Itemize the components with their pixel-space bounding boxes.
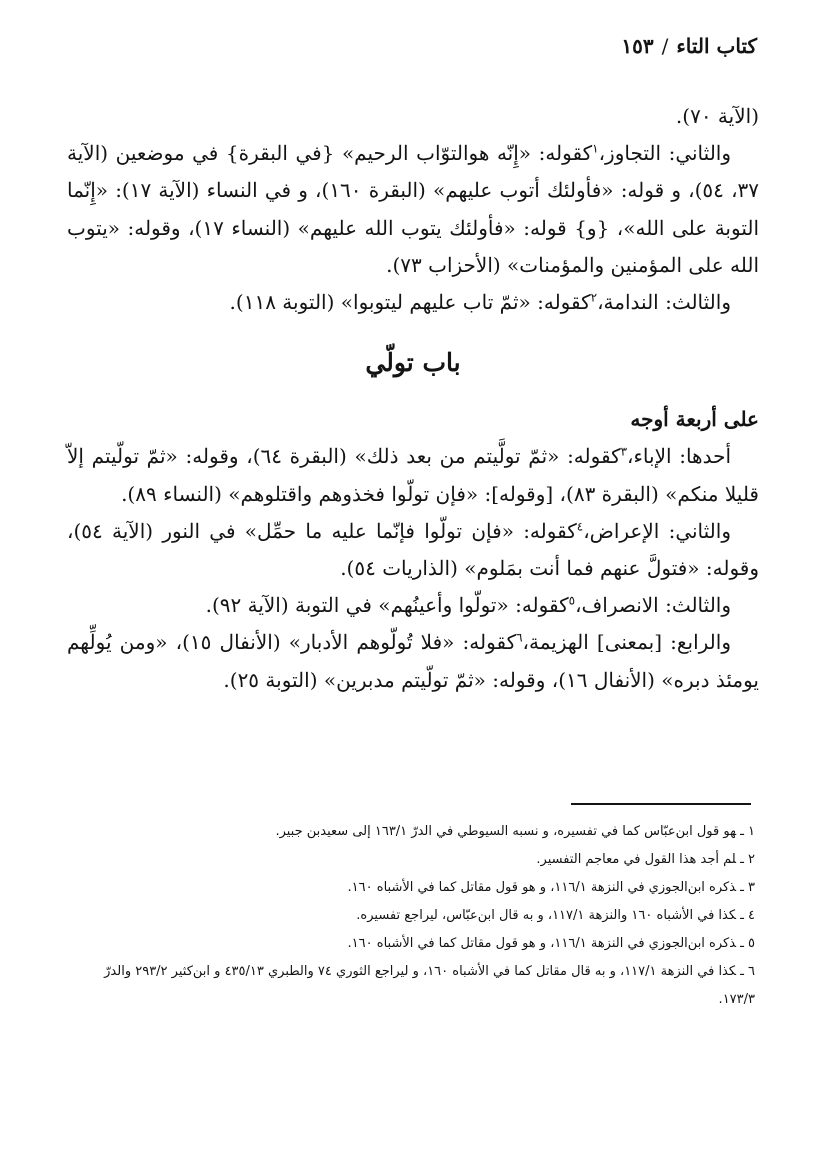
footnote-text: لم أجد هذا القول في معاجم التفسير. bbox=[536, 852, 737, 867]
footnote-ref: ٤ bbox=[576, 519, 584, 534]
entry-body: كقوله: «فلا تُولّوهم الأدبار» (الأنفال ١٥)، «ومن يُولِّهم يومئذ دبره» (الأنفال ١٦)، وقوله: «ثمّ تولّيتم مدبرين» (التوبة ٢٥). bbox=[67, 630, 759, 692]
footnote-divider bbox=[571, 803, 751, 805]
paragraph bbox=[67, 513, 759, 587]
entry-body: كقوله: «ثمّ تاب عليهم ليتوبوا» (التوبة ١١٨). bbox=[229, 290, 591, 315]
paragraph: (الآية ٧٠). bbox=[675, 104, 759, 128]
entry-lead: والثالث: الندامة، bbox=[597, 290, 731, 315]
subheading: على أربعة أوجه bbox=[630, 407, 759, 432]
footnote-ref: ٣ bbox=[620, 444, 628, 459]
main-text bbox=[67, 98, 759, 699]
paragraph bbox=[67, 587, 759, 624]
chapter-title: باب تولّي bbox=[365, 348, 461, 378]
entry-lead: والرابع: [بمعنى] الهزيمة، bbox=[522, 630, 731, 655]
page-number: ١٥٣ bbox=[621, 34, 654, 58]
footnote-ref: ٦ bbox=[516, 630, 523, 645]
footnote-number: ٤ ـ bbox=[740, 908, 755, 923]
footnote bbox=[65, 902, 755, 930]
footnote-number: ٥ ـ bbox=[740, 936, 755, 951]
entry-lead: والثاني: الإعراض، bbox=[583, 518, 731, 543]
paragraph bbox=[67, 624, 759, 698]
book-section-title: كتاب التاء bbox=[676, 34, 757, 58]
entry-lead: والثالث: الانصراف، bbox=[575, 593, 731, 618]
paragraph bbox=[67, 438, 759, 512]
running-header bbox=[621, 34, 757, 58]
entry-body: كقوله: «ثمّ تولَّيتم من بعد ذلك» (البقرة ٦٤)، وقوله: «ثمّ تولّيتم إلاّ قليلا منكم» (البقرة ٨٣)، [وقوله]: «فإن تولّوا فخذوهم واقتلوهم» (النساء ٨٩). bbox=[67, 444, 759, 506]
footnote-ref: ١ bbox=[592, 141, 599, 156]
footnote bbox=[65, 874, 755, 902]
footnote-text: كذا في النزهة ١١٧/١، و به قال مقاتل كما في الأشباه ١٦٠، و ليراجع الثوري ٧٤ والطبري ٤٣٥/١٣ و ابن‌كثير ٢٩٣/٢ والدرّ ١٧٣/٣. bbox=[104, 964, 755, 1007]
footnote-text: هو قول ابن‌عبّاس كما في تفسيره، و نسبه السيوطي في الدرّ ١٦٣/١ إلى سعيدبن جبير. bbox=[275, 824, 737, 839]
footnote-text: ذكره ابن‌الجوزي في النزهة ١١٦/١، و هو قول مقاتل كما في الأشباه ١٦٠. bbox=[347, 936, 737, 951]
entry-lead: والثاني: التجاوز، bbox=[598, 141, 731, 166]
paragraph bbox=[67, 135, 759, 284]
footnote-ref: ٥ bbox=[568, 593, 576, 608]
entry-body: كقوله: «تولّوا وأعينُهم» في التوبة (الآية ٩٢). bbox=[205, 593, 569, 618]
footnote bbox=[65, 846, 755, 874]
footnote bbox=[65, 958, 755, 1014]
paragraph bbox=[67, 284, 759, 321]
footnotes bbox=[65, 818, 755, 1014]
entry-lead: أحدها: الإباء، bbox=[627, 444, 731, 469]
footnote-ref: ٢ bbox=[590, 290, 598, 305]
footnote bbox=[65, 930, 755, 958]
footnote-number: ٢ ـ bbox=[740, 852, 755, 867]
footnote-text: كذا في الأشباه ١٦٠ والنزهة ١١٧/١، و به قال ابن‌عبّاس، ليراجع تفسيره. bbox=[356, 908, 737, 923]
header-separator: / bbox=[661, 34, 669, 58]
footnote-number: ٦ ـ bbox=[740, 964, 755, 979]
entry-body: كقوله: «فإن تولّوا فإنّما عليه ما حمِّل» في النور (الآية ٥٤)، وقوله: «فتولَّ عنهم فما أنت بمَلوم» (الذاريات ٥٤). bbox=[67, 518, 759, 581]
entry-body: كقوله: «إِنّه هوالتوّاب الرحيم» {في البقرة} في موضعين (الآية ٣٧، ٥٤)، و قوله: «فأولئك أتوب عليهم» (البقرة ١٦٠)، و في النساء (الآية ١٧): «إِنّما التوبة على الله»، {و} قوله: «فأولئك يتوب الله عليهم» (النساء ١٧)، وقوله: «يتوب الله على المؤمنين والمؤمنات» (الأحزاب ٧٣). bbox=[67, 141, 760, 277]
footnote-text: ذكره ابن‌الجوزي في النزهة ١١٦/١، و هو قول مقاتل كما في الأشباه ١٦٠. bbox=[347, 880, 737, 895]
footnote-number: ٣ ـ bbox=[740, 880, 755, 895]
footnote-number: ١ ـ bbox=[740, 824, 755, 839]
footnote bbox=[65, 818, 755, 846]
